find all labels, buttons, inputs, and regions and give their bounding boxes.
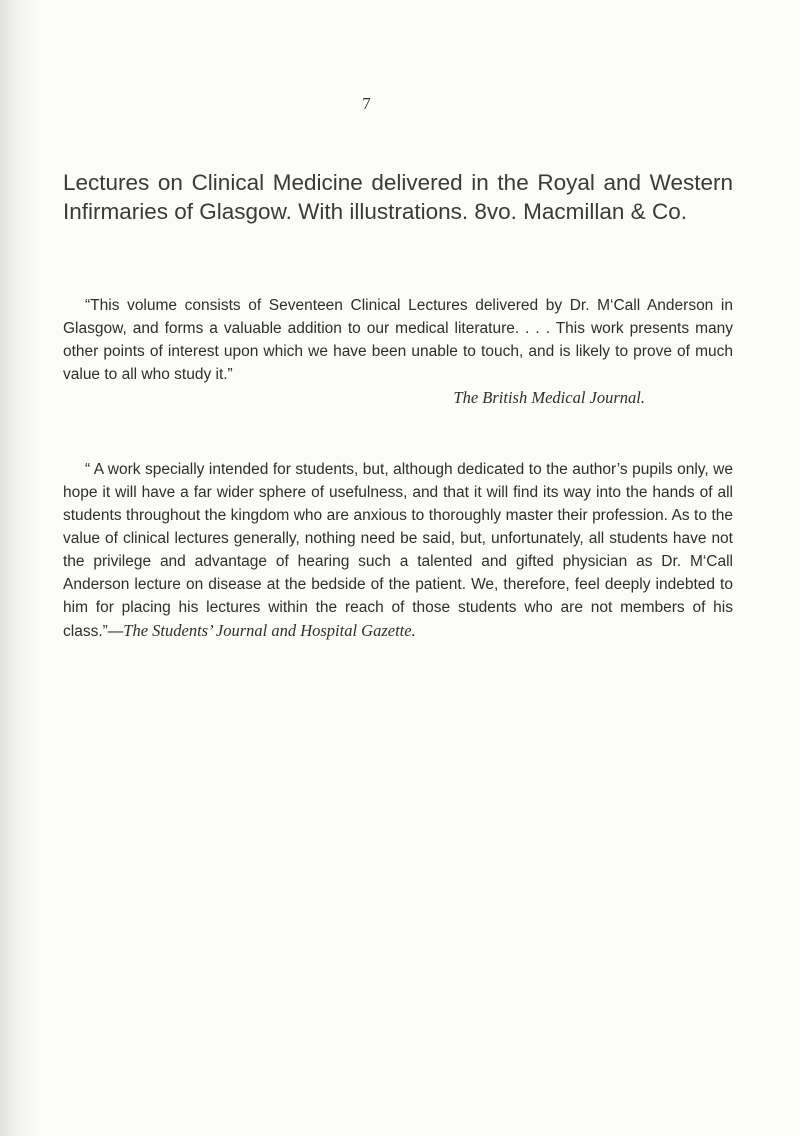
review-british-medical-journal (63, 294, 733, 409)
book-title: Lectures on Clinical Medicine delivered in the Royal and Western Infirmaries of Glasgow. With illustrations. 8vo. Macmillan & Co. (63, 170, 733, 224)
review-students-journal (63, 458, 733, 643)
review-source: The British Medical Journal. (453, 388, 645, 407)
review-quote: “ A work specially intended for students, but, although dedicated to the author’s pupils only, we hope it will have a far wider sphere of usefulness, and that it will find its way into the hands of all students throughout the kingdom who are anxious to thoroughly master their profession. As to the value of clinical lectures generally, nothing need be said, but, unfortunately, all students have not the privilege and advantage of hearing such a talented and gifted physician as Dr. M‘Call Anderson lecture on disease at the bedside of the patient. We, therefore, feel deeply indebted to him for placing his lectures within the reach of those students who are not members of his class.”— (63, 461, 733, 640)
review-quote: “This volume consists of Seventeen Clinical Lectures delivered by Dr. M‘Call Anderson in Glasgow, and forms a valuable addition to our medical literature. . . . This work presents many other points of interest upon which we have been unable to touch, and is likely to prove of much value to all who study it.” (63, 297, 733, 383)
review-source: The Students’ Journal and Hospital Gazette. (123, 621, 416, 640)
page-number: 7 (362, 94, 371, 113)
page-edge-shadow (0, 0, 40, 1136)
